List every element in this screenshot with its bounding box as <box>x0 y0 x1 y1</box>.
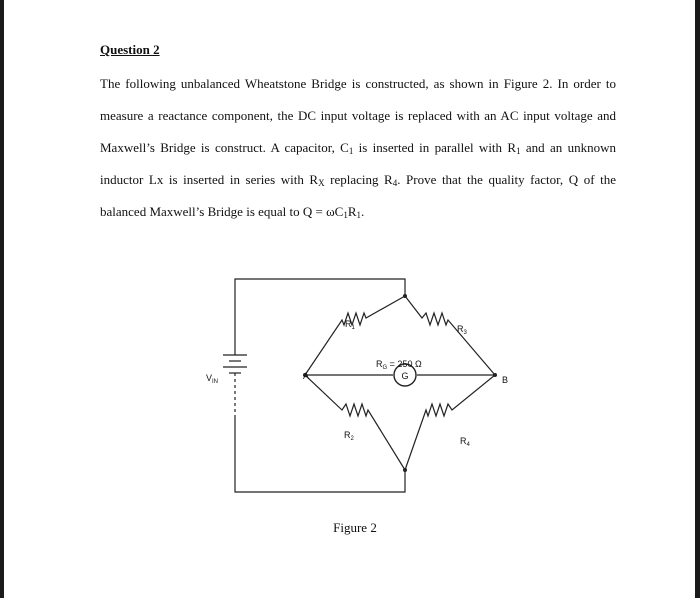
r1-label: $R_1$ <box>345 319 355 331</box>
wheatstone-bridge-diagram <box>190 270 520 510</box>
node-b-label: B <box>502 375 509 385</box>
q-c-subscript: 1 <box>343 210 348 220</box>
node-b-dot <box>493 373 497 377</box>
r3-label: $R_3$ <box>457 324 467 336</box>
question-text-part-1: The following unbalanced Wheatstone Bridge is constructed, as shown in Figure 2. In order to measure a reactance component, the DC input voltage is replaced with an AC input voltage and Maxwell’s Bridge is construct. A capacitor, C <box>100 76 616 155</box>
r4-subscript: 4 <box>392 178 398 188</box>
figure-caption: Figure 2 <box>333 520 377 535</box>
question-text-part-2: is inserted in parallel with R <box>353 140 517 155</box>
question-text-part-5: . Prove that the quality factor, Q of the balanced Maxwell’s Bridge is equal to Q = ωC <box>100 172 616 219</box>
r1-subscript: 1 <box>516 146 521 156</box>
node-top <box>403 294 407 298</box>
rx-subscript: X <box>318 178 325 188</box>
question-text-part-7: . <box>361 204 365 219</box>
top-wire <box>235 279 405 355</box>
question-text-part-6: R <box>347 204 357 219</box>
vin-label: $V_{IN}$ <box>206 373 219 385</box>
r4-label: $R_4$ <box>460 436 470 448</box>
node-bottom <box>403 468 407 472</box>
rg-label: $R_G = 250$ Ω <box>376 359 422 371</box>
r4-arm <box>405 375 495 470</box>
right-edge-bar <box>695 0 700 598</box>
question-text <box>100 68 616 228</box>
left-edge-bar <box>0 0 4 598</box>
q-r-subscript: 1 <box>356 210 362 220</box>
node-a-label: A <box>303 371 310 381</box>
question-text-part-4: replacing R <box>324 172 393 187</box>
question-title: Question 2 <box>100 42 160 57</box>
question-text-part-3: and an unknown inductor Lx is inserted in series with R <box>100 140 616 187</box>
bottom-wire <box>235 415 405 492</box>
r2-arm <box>305 375 405 470</box>
c1-subscript: 1 <box>348 146 354 156</box>
galvanometer-label: G <box>401 371 409 381</box>
r2-label: $R_2$ <box>344 430 354 442</box>
